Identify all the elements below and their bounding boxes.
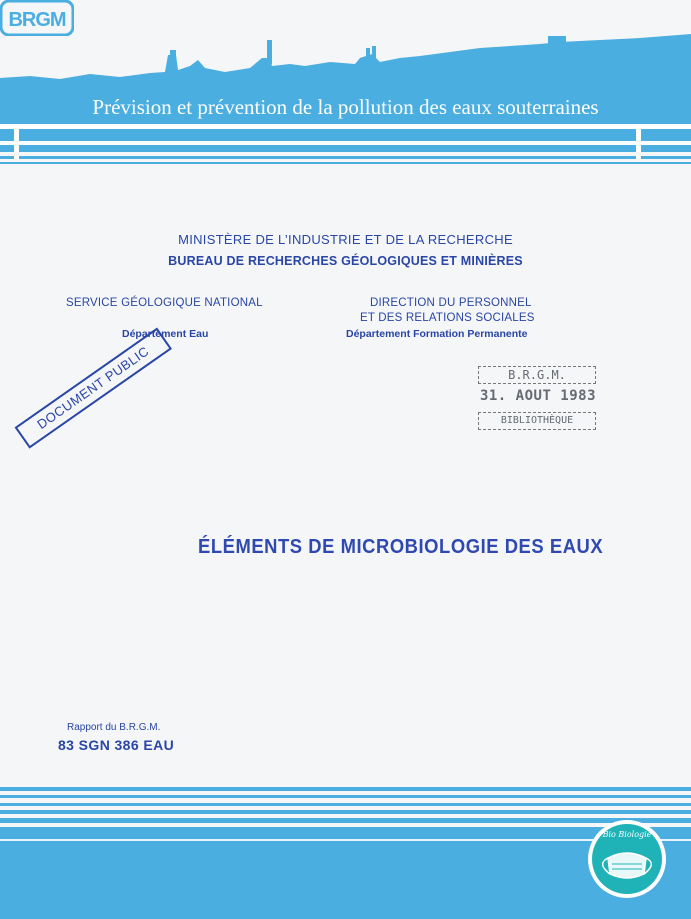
library-date-stamp — [478, 366, 598, 432]
direction-line-1: DIRECTION DU PERSONNEL — [370, 297, 532, 309]
report-reference: 83 SGN 386 EAU — [58, 737, 175, 753]
banner-title: Prévision et prévention de la pollution des eaux souterraines — [92, 95, 599, 119]
stamp-date: 31. AOUT 1983 — [479, 388, 597, 404]
department-formation: Département Formation Permanente — [346, 328, 528, 340]
department-eau: Département Eau — [122, 328, 209, 340]
document-title: ÉLÉMENTS DE MICROBIOLOGIE DES EAUX — [198, 536, 604, 558]
service-name: SERVICE GÉOLOGIQUE NATIONAL — [66, 297, 263, 309]
direction-line-2: ET DES RELATIONS SOCIALES — [360, 312, 535, 324]
bureau-name: BUREAU DE RECHERCHES GÉOLOGIQUES ET MINIÈRES — [168, 254, 523, 268]
skyline-illustration — [0, 0, 691, 175]
bio-biologie-badge — [586, 818, 668, 900]
document-public-stamp: DOCUMENT PUBLIC — [15, 328, 172, 449]
ministry-name: MINISTÈRE DE L’INDUSTRIE ET DE LA RECHERCHE — [178, 232, 513, 247]
badge-label: Bio Biologie — [602, 830, 652, 839]
svg-text:BRGM: BRGM — [8, 9, 66, 31]
report-label: Rapport du B.R.G.M. — [67, 722, 161, 733]
brgm-logo — [0, 0, 74, 36]
header-banner — [0, 0, 691, 175]
stamp-org: B.R.G.M. — [478, 366, 596, 384]
stamp-library: BIBLIOTHÈQUE — [478, 412, 596, 430]
